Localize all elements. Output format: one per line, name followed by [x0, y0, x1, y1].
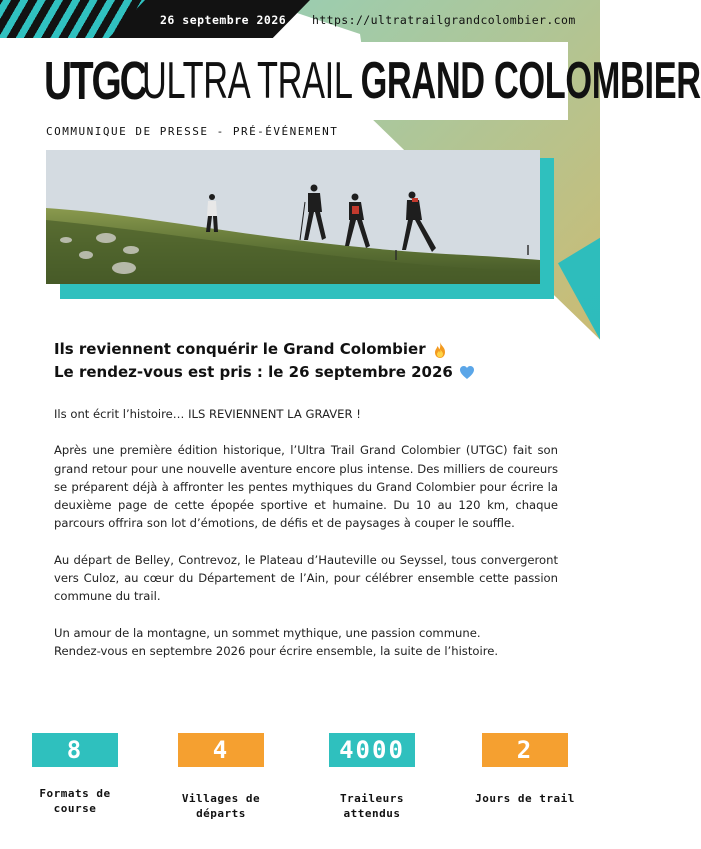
- stat-label: Jours de trail: [475, 792, 575, 805]
- title-light: ULTRA TRAIL: [142, 52, 352, 110]
- headline: [54, 338, 475, 384]
- headline-line-1: [54, 338, 475, 361]
- body-paragraph-2: Après une première édition historique, l’Ultra Trail Grand Colombier (UTGC) fait son grand retour pour une nouvelle aventure encore plus intense. Des milliers de coureurs se préparent déjà à affronter les pentes mythiques du Grand Colombier pour écrire la deuxième page de cette épopée sportive et humaine. Du 10 au 120 km, chaque parcours offrira son lot d’émotions, de défis et de paysages à couper le souffle.: [54, 443, 558, 531]
- body-paragraph-4: [54, 624, 558, 661]
- headline-text-2: Le rendez-vous est pris : le 26 septembre 2026: [54, 363, 453, 381]
- stat-value-box: 4000: [329, 733, 415, 767]
- body-paragraph-1: Ils ont écrit l’histoire… ILS REVIENNENT LA GRAVER !: [54, 407, 361, 421]
- stat-value-box: 8: [32, 733, 118, 767]
- body-paragraph-3: Au départ de Belley, Contrevoz, le Plateau d’Hauteville ou Seyssel, tous convergeront vers Culoz, au cœur du Département de l’Ain, pour célébrer ensemble cette passion commune du trail.: [54, 552, 558, 604]
- website-link[interactable]: https://ultratrailgrandcolombier.com: [312, 13, 576, 27]
- body-paragraph-4-line-1: Un amour de la montagne, un sommet mythique, une passion commune.: [54, 625, 481, 640]
- title-bold: GRAND COLOMBIER: [360, 52, 701, 110]
- body-paragraph-4-line-2: Rendez-vous en septembre 2026 pour écrire ensemble, la suite de l’histoire.: [54, 643, 499, 658]
- stat-days: [475, 733, 575, 806]
- stat-label: Formats de course: [39, 787, 111, 815]
- headline-text-1: Ils reviennent conquérir le Grand Colombier: [54, 340, 426, 358]
- stat-traileurs: [322, 733, 422, 821]
- stat-label: Traileurs attendus: [339, 792, 405, 820]
- stat-value-box: 2: [482, 733, 568, 767]
- press-release-body: [54, 405, 558, 660]
- headline-line-2: [54, 361, 475, 384]
- stat-formats: [25, 733, 125, 816]
- press-release-subtitle: COMMUNIQUE DE PRESSE - PRÉ-ÉVÉNEMENT: [46, 125, 339, 138]
- utgc-logo: UTGC: [44, 51, 146, 111]
- stat-villages: [171, 733, 271, 821]
- stat-value-box: 4: [178, 733, 264, 767]
- blue-heart-icon: [459, 365, 475, 380]
- page-title: [142, 49, 701, 113]
- trail-runners-photo: [46, 150, 540, 284]
- event-date: 26 septembre 2026: [160, 13, 287, 27]
- stat-label: Villages de départs: [181, 792, 261, 820]
- fire-icon: [432, 341, 448, 359]
